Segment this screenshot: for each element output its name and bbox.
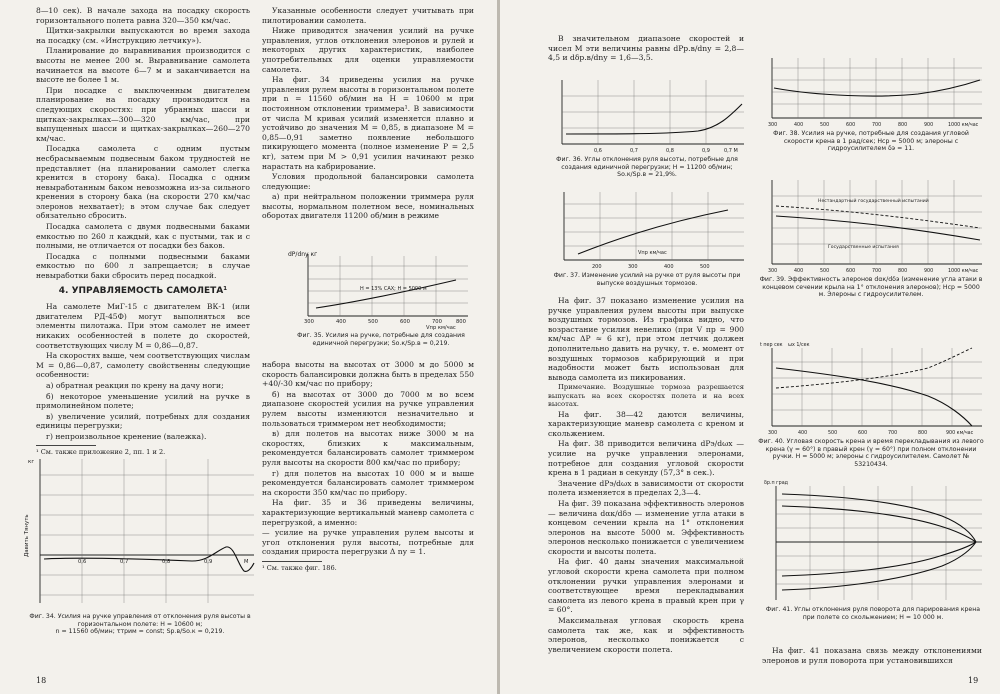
- paragraph: На самолете МиГ-15 с двигателем ВК-1 (или двигателем РД-45Ф) могут выполняться все элементы пилотажа. При этом самолет не имеет никаких особенностей в полете до скоростей, соответствующих числу М = 0,86—0,87.: [36, 302, 250, 350]
- fig37-caption: Фиг. 37. Изменение усилий на ручке от руля высоты при выпуске воздушных тормозов.: [553, 272, 741, 287]
- fig39-legend-1: Нестандартный государственный испытаний: [818, 199, 929, 204]
- page-number: 19: [968, 676, 979, 685]
- fig38-xtick: 400: [794, 123, 804, 128]
- footnote: ¹ См. также приложение 2, пп. 1 и 2.: [36, 447, 166, 456]
- fig34-caption-params: n = 11560 об/мин; τтрим = const; Sр.в/Sо.к = 0,219.: [55, 628, 225, 636]
- paragraph: Щитки-закрылки выпускаются во время захода на посадку (см. «Инструкцию летчику»).: [36, 26, 250, 45]
- fig39-xtick: 700: [872, 269, 882, 274]
- figure-35: [286, 246, 476, 347]
- right-column-1-top: [548, 34, 744, 64]
- figure-41: [762, 476, 984, 621]
- fig34-xtick: 0,9: [204, 559, 213, 565]
- fig36-curve: [566, 104, 742, 134]
- fig35-ylabel: dP/dnу кг: [288, 251, 318, 258]
- fig35-xtick: 600: [400, 319, 410, 325]
- fig38-xtick: 900: [924, 123, 934, 128]
- figure-37: [548, 188, 746, 287]
- paragraph: На скоростях выше, чем соответствующих числам М = 0,86—0,87, самолету свойственны следующие особенности:: [36, 351, 250, 380]
- section-heading: 4. УПРАВЛЯЕМОСТЬ САМОЛЕТА¹: [58, 285, 228, 296]
- fig38-xtick: 800: [898, 123, 908, 128]
- fig40-xtick: 900 км/час: [946, 431, 974, 436]
- paragraph: На фиг. 37 показано изменение усилия на ручке управления рулем высоты при выпуске воздушных тормозов. Из графика видно, что возрастание усилия невелико (при V пр = 900 км/час ΔP ≈ 6 кг), при этом летчик должен дополнительно давить на ручку, т. е. момент от воздушных тормозов кабрирующий и при надобности может быть использован для вывода самолета из пикирования.: [548, 296, 744, 382]
- fig39-curve-1: [776, 206, 980, 228]
- paragraph: — усилие на ручке управления рулем высоты и угол отклонения руля высоты, потребные для создания прироста перегрузки Δ nу = 1.: [262, 528, 474, 557]
- fig36-xtick: 0,8: [666, 148, 674, 154]
- figure-40: [758, 338, 984, 468]
- paragraph: Значение dPэ/dωx в зависимости от скорости полета изменяется в пределах 2,3—4.: [548, 478, 744, 498]
- fig34-xtick: М: [244, 559, 249, 565]
- paragraph: Посадка самолета с одним пустым несбрасываемым подвесным баком трудностей не представляет (на планировании самолет слегка кренится в сторону бака). Посадка с одним невыработанным баком невозможна из-за сильного кренения в сторону бака (на скорости 270 км/час элеронов нехватает); в этом случае бак следует обязательно сбросить.: [36, 144, 250, 221]
- fig39-xtick: 1000 км/час: [948, 269, 979, 274]
- fig36-xtick: 0,9: [702, 148, 710, 154]
- fig41-curve: [782, 494, 976, 542]
- fig40-xtick: 600: [858, 431, 868, 436]
- fig35-xtick: 400: [336, 319, 346, 325]
- fig39-xtick: 900: [924, 269, 934, 274]
- paragraph: На фиг. 34 приведены усилия на ручке управления рулем высоты в горизонтальном полете при n = 11560 об/мин на H = 10600 м при постоянном отклонении триммера¹. В зависимости от числа М кривая усилий изменяется плавно и устойчиво до значения М = 0,85, в диапазоне М = 0,85—0,91 заметно появление небольшого пикирующего момента (полное изменение P = 2,5 кг), затем при М > 0,91 усилия начинают резко нарастать на кабрирование.: [262, 75, 474, 171]
- fig39-grid: [772, 180, 982, 264]
- fig41-caption: Фиг. 41. Углы отклонения руля поворота для парирования крена при полете со скольжением; H = 10 000 м.: [765, 606, 981, 621]
- figure-38: [758, 54, 984, 153]
- paragraph: набора высоты на высотах от 3000 м до 5000 м скорость балансировки должна быть в пределах 550 +40/-30 км/час по прибору;: [262, 360, 475, 389]
- fig38-caption: Фиг. 38. Усилия на ручке, потребные для создания угловой скорости крена в 1 рад/сек; Hср = 5000 м; элероны с гидроусилителем δэ = 11.: [773, 130, 969, 153]
- fig36-xtick: 0,7 М: [724, 148, 738, 154]
- paragraph: На фиг. 38—42 даются величины, характеризующие маневр самолета с креном и скольжением.: [548, 409, 744, 438]
- fig35-xtick: 300: [304, 319, 314, 325]
- paragraph: Максимальная угловая скорость крена самолета так же, как и эффективность элеронов, несколько понижается с увеличением скорости полета.: [548, 616, 744, 654]
- paragraph: Ниже приводятся значения усилий на ручке управления, углов отклонения элеронов и рулей и некоторых других характеристик, наиболее употребительных для оценки управляемости самолета.: [262, 26, 474, 74]
- paragraph: г) для полетов на высотах 10 000 м и выше рекомендуется балансировать самолет триммером на скорости 350 км/час по прибору.: [262, 468, 474, 497]
- fig38-xtick: 500: [820, 123, 830, 128]
- paragraph: Посадка самолета с двумя подвесными баками емкостью по 260 л каждый, как с пустыми, так и с полными, не отличается от посадки без баков.: [36, 222, 250, 251]
- fig40-xtick: 800: [918, 431, 928, 436]
- fig40-xtick: 500: [828, 431, 838, 436]
- fig35-curve: [316, 280, 456, 308]
- fig40-xtick: 300: [768, 431, 778, 436]
- fig39-legend-2: Государственные испытания: [828, 245, 899, 250]
- fig37-xunit: Vпр км/час: [638, 250, 667, 256]
- list-item: а) обратная реакция по крену на дачу ноги;: [46, 380, 224, 390]
- fig34-xtick: 0,7: [120, 559, 129, 565]
- paragraph: 8—10 сек). В начале захода на посадку скорость горизонтального полета равна 320—350 км/час.: [36, 6, 250, 25]
- figure-36: [548, 76, 746, 179]
- fig41-curve: [782, 542, 976, 590]
- left-column-1: [36, 6, 250, 456]
- paragraph: Условия продольной балансировки самолета следующие:: [262, 172, 474, 191]
- left-column-2-lower: [262, 360, 474, 572]
- fig37-xtick: 300: [628, 264, 638, 270]
- fig37-xtick: 200: [592, 264, 602, 270]
- fig35-xtick: 800: [456, 319, 466, 325]
- left-column-2: [262, 6, 474, 222]
- left-page: [0, 0, 498, 694]
- fig41-grid: [776, 486, 982, 600]
- fig40-label-2: ωx 1/сек: [788, 343, 810, 348]
- paragraph: В значительном диапазоне скоростей и чисел М эти величины равны dPр.в/dnу = 2,8—4,5 и dδр.в/dnу = 1,6—3,5.: [548, 34, 744, 63]
- list-item: б) некоторое уменьшение усилий на ручке в прямолинейном полете;: [36, 391, 250, 411]
- fig39-caption: Фиг. 39. Эффективность элеронов dαк/dδэ (изменение угла атаки в концевом сечении крыла на 1° отклонения элеронов); Hср = 5000 м. Элероны с гидроусилителем.: [759, 276, 983, 299]
- fig34-curve: [44, 547, 254, 572]
- fig36-xtick: 0,6: [594, 148, 602, 154]
- fig38-xtick: 700: [872, 123, 882, 128]
- right-column-2: [762, 646, 982, 666]
- right-page: [500, 0, 1000, 694]
- right-column-1: [548, 296, 744, 655]
- fig34-xtick: 0,8: [162, 559, 171, 565]
- fig39-xtick: 500: [820, 269, 830, 274]
- paragraph: Указанные особенности следует учитывать при пилотировании самолета.: [262, 6, 474, 25]
- fig35-caption: Фиг. 35. Усилия на ручке, потребные для создания единичной перегрузки; Sо.к/Sр.в = 0,219.: [297, 332, 465, 347]
- figure-34: [22, 455, 258, 636]
- paragraph: На фиг. 40 даны значения максимальной угловой скорости крена самолета при полном отклонении ручки управления элеронами и соответствующее время перекладывания самолета из левого крена в правый крен при γ = 60°.: [548, 557, 744, 615]
- fig41-curve: [782, 506, 976, 542]
- fig35-xtick: 500: [368, 319, 378, 325]
- fig38-xtick: 300: [768, 123, 778, 128]
- fig34-grid: [40, 459, 254, 603]
- list-item: г) непроизвольное кренение (валежка).: [46, 431, 207, 441]
- fig34-ylabel: Давить Тянуть: [24, 514, 30, 557]
- fig37-xtick: 500: [700, 264, 710, 270]
- figure-39: [758, 176, 984, 299]
- fig39-xtick: 600: [846, 269, 856, 274]
- fig34-yunit: кг: [28, 459, 35, 465]
- fig35-xtick: 700: [432, 319, 442, 325]
- fig34-xtick: 0,6: [78, 559, 87, 565]
- note: Примечание. Воздушные тормоза разрешается выпускать на всех скоростях полета и на всех высотах.: [548, 383, 744, 409]
- paragraph: При посадке с выключенным двигателем планирование на посадку производится на следующих скоростях: при убранных шасси и щитках-закрылках—300—320 км/час, при выпущенных шасси и щитках-закрылках—260—270 км/час.: [36, 85, 250, 143]
- fig41-curve: [782, 542, 976, 576]
- fig40-caption: Фиг. 40. Угловая скорость крена и время перекладывания из левого крена (γ = 60°) в правый крен (γ = 60°) при полном отклонении ручки. H = 5000 м; элероны с гидроусилителем. Самолет № 53210434.: [758, 438, 984, 468]
- fig38-curve: [774, 80, 980, 96]
- paragraph: а) при нейтральном положении триммера руля высоты, нормальном полетном весе, номинальных оборотах двигателя 11200 об/мин в режиме: [262, 192, 474, 221]
- fig39-xtick: 400: [794, 269, 804, 274]
- paragraph: Планирование до выравнивания производится с высоты не менее 200 м. Выравнивание самолета начинается на высоте 6—7 м и заканчивается на высоте не более 1 м.: [36, 46, 250, 85]
- fig34-caption: Фиг. 34. Усилия на ручке управления от отклонения руля высоты в горизонтальном полете: H = 10600 м;: [29, 613, 251, 628]
- page-number: 18: [36, 676, 47, 685]
- fig36-xtick: 0,7: [630, 148, 638, 154]
- paragraph: На фиг. 41 показана связь между отклонениями элеронов и руля поворота при установившихся: [762, 646, 982, 665]
- fig39-xtick: 800: [898, 269, 908, 274]
- fig35-annotation: Н = 13% САХ; Н = 5000 м: [360, 286, 427, 292]
- footnote: ¹ См. также фиг. 186.: [262, 563, 337, 572]
- fig40-label-1: t пер сек: [760, 343, 783, 348]
- list-item: в) увеличение усилий, потребных для создания единицы перегрузки;: [36, 411, 250, 431]
- fig38-xtick: 600: [846, 123, 856, 128]
- paragraph: в) для полетов на высотах ниже 3000 м на скоростях, близких к максимальным, рекомендуется балансировать самолет триммером руля высоты на скорости 800 км/час по прибору;: [262, 429, 474, 467]
- paragraph: б) на высотах от 3000 до 7000 м во всем диапазоне скоростей усилия на ручке управления рулем высоты изменяются незначительно и пользоваться триммером нет необходимости;: [262, 389, 474, 428]
- fig37-xtick: 400: [664, 264, 674, 270]
- fig36-caption: Фиг. 36. Углы отклонения руля высоты, потребные для создания единичной перегрузки; H = 11200 об/мин;: [556, 156, 738, 171]
- fig40-grid: [772, 348, 982, 426]
- paragraph: Посадка с полными подвесными баками емкостью по 600 л запрещается; в случае невыработки баки сбросить перед посадкой.: [36, 251, 250, 281]
- fig40-xtick: 400: [798, 431, 808, 436]
- paragraph: На фиг. 39 показана эффективность элеронов — величина dαк/dδэ — изменение угла атаки в концевом сечении крыла на 1° отклонения элеронов на высоте 5000 м. Эффективность элеронов несколько понижается с увеличением скорости и высоты полета.: [548, 498, 744, 556]
- fig36-caption-params: Sо.к/Sр.в = 21,9%.: [617, 171, 677, 179]
- paragraph: На фиг. 35 и 36 приведены величины, характеризующие вертикальный маневр самолета с перегрузкой, а именно:: [262, 498, 474, 527]
- paragraph: На фиг. 38 приводится величина dPэ/dωx — усилие на ручке управления элеронами, потребное для создания угловой скорости крена в 1 радиан в секунду (57,3° в сек.).: [548, 439, 744, 478]
- fig35-xunit: Vпр км/час: [426, 325, 456, 330]
- fig40-xtick: 700: [888, 431, 898, 436]
- fig38-xtick: 1000 км/час: [948, 123, 979, 128]
- fig41-ylabel: δр.п град: [764, 481, 788, 486]
- fig40-curve-roll-rate: [776, 368, 972, 426]
- fig39-xtick: 300: [768, 269, 778, 274]
